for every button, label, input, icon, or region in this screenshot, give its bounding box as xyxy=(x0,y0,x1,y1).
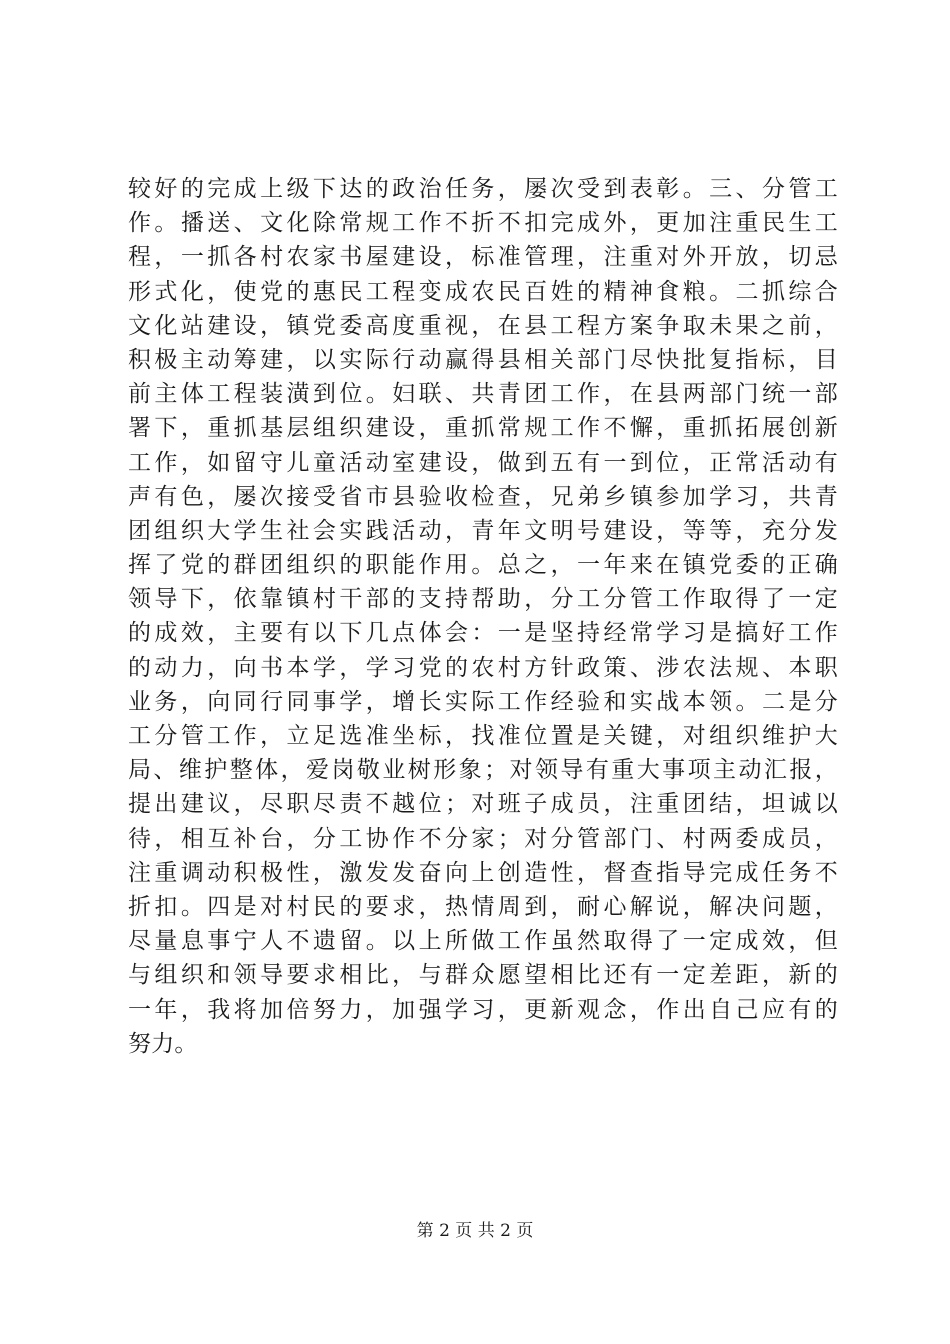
text-line: 声有色，屡次接受省市县验收检查，兄弟乡镇参加学习，共青 xyxy=(128,483,838,510)
text-line: 工分管工作，立足选准坐标，找准位置是关键，对组织维护大 xyxy=(128,723,838,749)
text-line: 努力。 xyxy=(128,1030,198,1057)
text-line: 局、维护整体，爱岗敬业树形象；对领导有重大事项主动汇报， xyxy=(128,757,838,784)
text-line: 文化站建设，镇党委高度重视，在县工程方案争取未果之前， xyxy=(128,312,838,339)
text-line: 积极主动筹建，以实际行动赢得县相关部门尽快批复指标，目 xyxy=(128,346,838,373)
text-line: 待，相互补台，分工协作不分家；对分管部门、村两委成员， xyxy=(128,825,838,852)
text-line: 前主体工程装潢到位。妇联、共青团工作，在县两部门统一部 xyxy=(128,381,838,408)
text-line: 形式化，使党的惠民工程变成农民百姓的精神食粮。二抓综合 xyxy=(128,278,838,305)
body-text xyxy=(128,172,838,1061)
text-line: 业务，向同行同事学，增长实际工作经验和实战本领。二是分 xyxy=(128,688,838,715)
text-line: 尽量息事宁人不遗留。以上所做工作虽然取得了一定成效，但 xyxy=(128,928,838,955)
text-line: 领导下，依靠镇村干部的支持帮助，分工分管工作取得了一定 xyxy=(128,586,838,613)
text-line: 折扣。四是对村民的要求，热情周到，耐心解说，解决问题， xyxy=(128,893,838,920)
text-line: 较好的完成上级下达的政治任务，屡次受到表彰。三、分管工 xyxy=(128,176,838,202)
text-line: 的成效，主要有以下几点体会：一是坚持经常学习是搞好工作 xyxy=(128,620,838,647)
text-line: 与组织和领导要求相比，与群众愿望相比还有一定差距，新的 xyxy=(128,962,838,989)
text-line: 挥了党的群团组织的职能作用。总之，一年来在镇党委的正确 xyxy=(128,552,838,579)
text-line: 程，一抓各村农家书屋建设，标准管理，注重对外开放，切忌 xyxy=(128,244,838,271)
text-line: 作。播送、文化除常规工作不折不扣完成外，更加注重民生工 xyxy=(128,210,838,237)
text-line: 团组织大学生社会实践活动，青年文明号建设，等等，充分发 xyxy=(128,517,838,544)
text-line: 提出建议，尽职尽责不越位；对班子成员，注重团结，坦诚以 xyxy=(128,791,838,818)
text-line: 工作，如留守儿童活动室建设，做到五有一到位，正常活动有 xyxy=(128,449,838,476)
text-line: 的动力，向书本学，学习党的农村方针政策、涉农法规、本职 xyxy=(128,654,838,681)
text-line: 注重调动积极性，激发发奋向上创造性，督查指导完成任务不 xyxy=(128,859,838,886)
text-line: 一年，我将加倍努力，加强学习，更新观念，作出自己应有的 xyxy=(128,996,838,1023)
page-number-footer: 第 2 页 共 2 页 xyxy=(416,1221,534,1241)
text-line: 署下，重抓基层组织建设，重抓常规工作不懈，重抓拓展创新 xyxy=(128,415,838,442)
